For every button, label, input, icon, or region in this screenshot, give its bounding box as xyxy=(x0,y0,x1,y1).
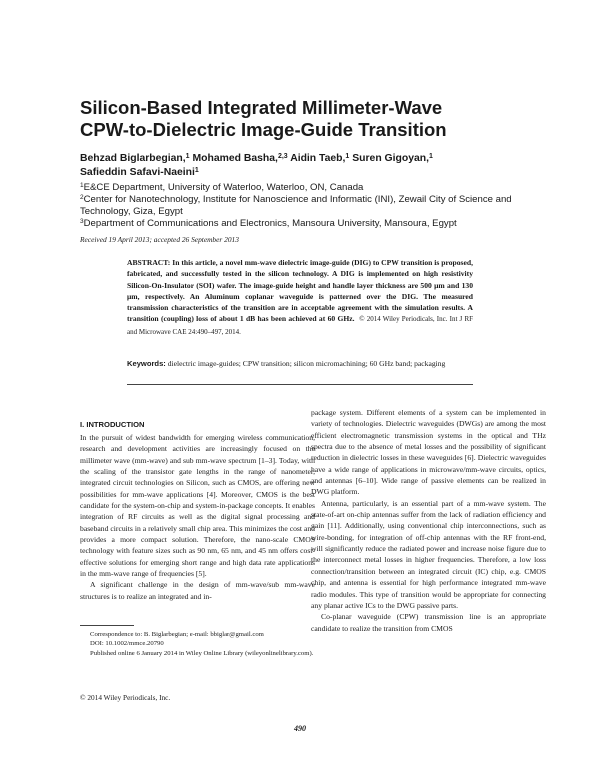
author-affil-sup: 1 xyxy=(345,153,350,160)
affiliation-list xyxy=(80,182,540,230)
author-line-2 xyxy=(80,166,540,180)
keywords-label: Keywords: xyxy=(127,359,166,368)
affiliation-item xyxy=(80,182,540,194)
affiliation-sup: 3 xyxy=(80,218,84,225)
paragraph: Antenna, particularly, is an essential part of a mm-wave system. The state-of-art on-chip antennas suffer from the lack of radiation efficiency and gain [11]. Additionally, using conventional chip interconnections, such as wire-bonding, for integration of off-chip antennas with the RF front-end, will significantly reduce the radiated power and increase noise figure due to the interconnect metal losses in higher frequencies. Therefore, a low loss connection/transition between an integrated circuit (IC) chip, e.g. CMOS chip, and antenna is essential for high performance integrated mm-wave radio modules. This type of transition would be appropriate for connecting any planar active ICs to the DWG passive parts. xyxy=(311,498,546,610)
affiliation-text: E&CE Department, University of Waterloo, Waterloo, ON, Canada xyxy=(83,182,364,193)
paragraph: Co-planar waveguide (CPW) transmission line is an appropriate candidate to realize the transition from CMOS xyxy=(311,612,546,633)
keywords-text: dielectric image-guides; CPW transition; silicon micromachining; 60 GHz band; packaging xyxy=(167,359,446,368)
author-affil-sup: 1 xyxy=(194,167,199,174)
affiliation-text: Department of Communications and Electronics, Mansoura University, Mansoura, Egypt xyxy=(83,218,457,229)
right-column xyxy=(311,407,546,634)
doi-note: DOI: 10.1002/mmce.20790 xyxy=(90,640,164,648)
affiliation-sup: 2 xyxy=(80,194,84,201)
paragraph: In the pursuit of widest bandwidth for emerging wireless communication, research and development activities are increasingly focused on the millimeter wave (mm-wave) and sub mm-wave spectrum [1–3]. Today, with the scaling of the transistor gate lengths in the range of nanometer, integrated circuit technologies on Silicon, such as CMOS, are offering new possibilities for mm-wave applications [4]. Moreover, CMOS is the best candidate for the system-on-chip and system-in-package concepts. It enables integration of RF circuits as well as the digital signal processing and baseband circuits in a relatively small chip area. This minimizes the cost and provides a more compact solution. Therefore, the nano-scale CMOS technology with feature sizes such as 90 nm, 65 nm, and 45 nm offers cost-effective solutions for emerging short range and high data rate applications in the mm-wave range of frequencies [5]. xyxy=(80,433,315,579)
author-affil-sup: 1 xyxy=(185,153,190,160)
title-line-1: Silicon-Based Integrated Millimeter-Wave xyxy=(80,97,443,118)
received-dates: Received 19 April 2013; accepted 26 September 2013 xyxy=(80,235,239,244)
article-title xyxy=(80,97,550,141)
title-line-2: CPW-to-Dielectric Image-Guide Transition xyxy=(80,119,447,140)
section-heading: I. INTRODUCTION xyxy=(80,420,145,429)
abstract-label: ABSTRACT: xyxy=(127,258,171,267)
abstract-body: In this article, a novel mm-wave dielectric image-guide (DIG) to CPW transition is proposed, fabricated, and successfully tested in the silicon technology. A DIG is implemented on high resistivity Silicon-On-Insulator (SOI) wafer. The image-guide height and handle layer thickness are 500 μm and 130 μm, respectively. An Aluminum coplanar waveguide is patterned over the DIG. The measured transmission characteristics of the transition are in acceptable agreement with the simulation results. A transition (coupling) loss of about 1 dB has been achieved at 60 GHz. xyxy=(127,258,473,324)
footnote xyxy=(80,630,315,658)
keywords xyxy=(127,358,473,369)
author-line-1 xyxy=(80,152,540,166)
affiliation-text: Center for Nanotechnology, Institute for Nanoscience and Informatic (INI), Zewail City of Science and Technology, Giza, Egypt xyxy=(80,194,512,217)
paragraph: package system. Different elements of a system can be implemented in variety of technologies. Dielectric waveguides (DWGs) are among the most efficient electromagnetic transmission systems in the optical and THz spectra due to the absence of metal losses and the possibility of significant reduction in dielectric losses in these waveguides [6]. Dielectric waveguides have a wide range of applications in microwave/mm-wave circuits, optics, and antennas [6–10]. Wide range of passive elements can be realized in DWG platform. xyxy=(311,408,546,497)
abstract xyxy=(127,257,473,338)
author-affil-sup: 1 xyxy=(429,153,433,160)
author-name: Suren Gigoyan, xyxy=(352,153,430,164)
affiliation-item xyxy=(80,218,540,230)
correspondence-note: Correspondence to: B. Biglarbegian; e-mail: bbiglar@gmail.com xyxy=(90,631,264,638)
author-name: Safieddin Safavi-Naeini xyxy=(80,167,195,178)
author-name: Aidin Taeb, xyxy=(290,153,346,164)
author-affil-sup: 2,3 xyxy=(277,153,288,160)
copyright-footer: © 2014 Wiley Periodicals, Inc. xyxy=(80,693,171,702)
paragraph: A significant challenge in the design of mm-wave/sub mm-wave structures is to realize an integrated and in- xyxy=(80,580,315,601)
affiliation-sup: 1 xyxy=(80,182,84,189)
abstract-copyright: © 2014 Wiley Periodicals, Inc. Int J RF and Microwave CAE 24:490–497, 2014. xyxy=(127,315,474,336)
published-note: Published online 6 January 2014 in Wiley Online Library (wileyonlinelibrary.com). xyxy=(90,649,314,657)
left-column xyxy=(80,432,315,602)
footnote-divider xyxy=(80,625,134,626)
author-name: Behzad Biglarbegian, xyxy=(80,153,186,164)
author-list xyxy=(80,152,540,180)
page-number: 490 xyxy=(294,724,306,733)
keywords-divider xyxy=(127,384,473,385)
author-name: Mohamed Basha, xyxy=(192,153,278,164)
affiliation-item xyxy=(80,194,540,218)
